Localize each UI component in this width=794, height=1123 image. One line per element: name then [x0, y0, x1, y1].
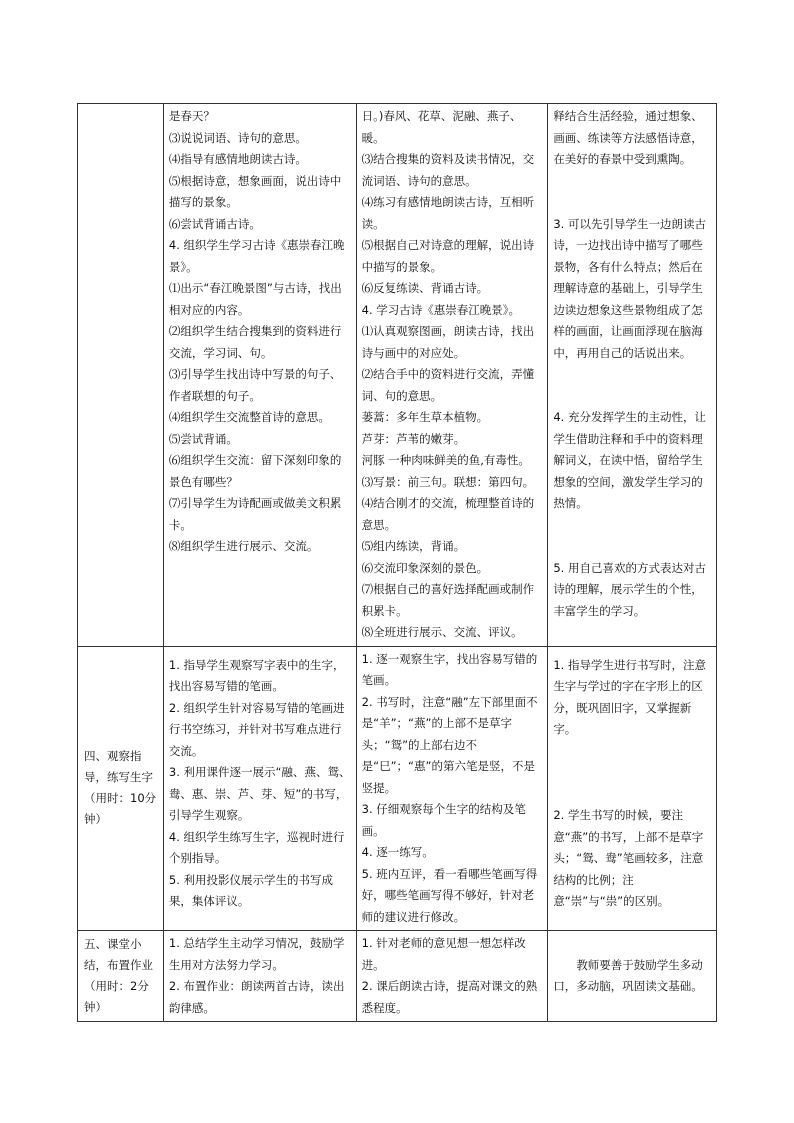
- stage-cell: [78, 104, 164, 647]
- teacher-item: ⑷组织学生交流整首诗的意思。: [168, 410, 330, 424]
- student-item: 3. 仔细观察每个生字的结构及笔画。: [361, 802, 526, 838]
- intent-item: 教师要善于鼓励学生多动口，多动脑，巩固读文基础。: [553, 957, 703, 993]
- teacher-item: 2. 布置作业：朗读两首古诗，读出韵律感。: [168, 979, 345, 1015]
- intent-item: 4. 充分发挥学生的主动性，让学生借助注释和手中的资料理解词义，在读中悟，留给学生想象的空间，激发学生学习的热情。: [553, 410, 706, 510]
- teacher-item: ⑸根据诗意，想象画面，说出诗中描写的景象。: [168, 173, 342, 209]
- student-item: ⑵结合手中的资料进行交流，弄懂词、句的意思。: [361, 367, 535, 403]
- spacer: [553, 171, 711, 193]
- spacer: [553, 784, 711, 806]
- student-activity-cell: [356, 931, 548, 1022]
- student-item: 2. 课后朗读古诗，提高对课文的熟悉程度。: [361, 979, 538, 1015]
- student-item: ⑴认真观察图画，朗读古诗，找出诗与画中的对应处。: [361, 324, 535, 360]
- intent-item: 1. 指导学生进行书写时，注意生字与学过的字在字形上的区分，既巩固旧字，又掌握新字。: [553, 657, 706, 736]
- intent-item: 3. 可以先引导学生一边朗读古诗，一边找出诗中描写了哪些景物，各有什么特点；然后在理解诗意的基础上，引导学生边读边想象这些景物组成了怎样的画面，让画面浮现在脑海中，再用自己的话说出来。: [553, 216, 706, 360]
- student-item: 蒌蒿：多年生草本植物。: [361, 410, 489, 424]
- spacer: [553, 762, 711, 784]
- teacher-activity-cell: [163, 104, 356, 647]
- teacher-item: ⑻组织学生进行展示、交流。: [168, 539, 319, 553]
- table-row: [78, 646, 717, 931]
- teacher-item: 1. 总结学生主动学习情况，鼓励学生用对方法努力学习。: [168, 936, 345, 972]
- student-item: 1. 针对老师的意见想一想怎样改进。: [361, 936, 526, 972]
- stage-cell: 五、课堂小结，布置作业（用时：2分钟）: [78, 931, 164, 1022]
- spacer: [553, 741, 711, 763]
- spacer: [553, 515, 711, 537]
- student-item: 4. 逐一练写。: [361, 845, 434, 859]
- intent-item: 2. 学生书写的时候，要注意“燕”的书写，上部不是草字头；“鸳、鸯”笔画较多，注意结构的比例；注意“崇”与“祟”的区别。: [553, 808, 704, 908]
- spacer: [553, 386, 711, 408]
- student-item: 5. 班内互评，看一看哪些笔画写得好，哪些笔画写得不够好，针对老师的建议进行修改。: [361, 866, 538, 924]
- student-item: ⑶结合搜集的资料及读书情况，交流词语、诗句的意思。: [361, 152, 535, 188]
- intent-item: 释结合生活经验，通过想象、画画、练读等方法感悟诗意，在美好的春景中受到熏陶。: [553, 109, 703, 166]
- student-item: 河豚 一种肉味鲜美的鱼,有毒性。: [361, 453, 530, 467]
- spacer: [553, 536, 711, 558]
- teacher-item: ⑶引导学生找出诗中写景的句子、作者联想的句子。: [168, 367, 342, 403]
- teacher-item: 1. 指导学生观察写字表中的生字，找出容易写错的笔画。: [168, 657, 345, 693]
- teacher-activity-cell: [163, 646, 356, 931]
- teacher-item: 4. 组织学生学习古诗《惠崇春江晚景》。: [168, 238, 345, 274]
- teacher-item: 4. 组织学生练写生字，巡视时进行个别指导。: [168, 829, 345, 865]
- intent-item: 5. 用自己喜欢的方式表达对古诗的理解，展示学生的个性，丰富学生的学习。: [553, 560, 706, 618]
- teacher-activity-cell: [163, 931, 356, 1022]
- teacher-item: 2. 组织学生针对容易写错的笔画进行书空练习，并针对书写难点进行交流。: [168, 700, 345, 758]
- teacher-item: ⑹尝试背诵古诗。: [168, 216, 261, 231]
- teacher-item: ⑹组织学生交流：留下深刻印象的景色有哪些？: [168, 453, 342, 489]
- spacer: [553, 364, 711, 386]
- student-item: ⑷结合刚才的交流，梳理整首诗的意思。: [361, 496, 535, 532]
- design-intent-cell: [548, 104, 717, 647]
- stage-cell: 四、观察指导，练写生字（用时：10分钟）: [78, 646, 164, 931]
- teacher-item: ⑺引导学生为诗配画或做美文积累卡。: [168, 496, 342, 532]
- student-item: 芦芽：芦苇的嫩芽。: [361, 431, 466, 446]
- teacher-item: 3. 利用课件逐一展示“融、燕、鸳、鸯、惠、崇、芦、芽、短”的书写，引导学生观察。: [168, 765, 351, 822]
- student-item: 4. 学习古诗《惠崇春江晚景》。: [361, 302, 521, 317]
- teacher-item: ⑴出示“春江晚景图”与古诗，找出相对应的内容。: [168, 281, 342, 317]
- lesson-plan-table: [77, 103, 717, 1022]
- student-activity-cell: [356, 104, 548, 647]
- student-item: ⑻全班进行展示、交流、评议。: [361, 625, 523, 639]
- teacher-item: ⑷指导有感情地朗读古诗。: [168, 152, 307, 166]
- spacer: [553, 192, 711, 214]
- student-item: 2. 书写时，注意“融”左下部里面不是“羊”；“燕”的上部不是草字头；“鸳”的上部右边不是“巳”；“惠”的第六笔是竖，不是竖提。: [361, 694, 538, 795]
- student-item: ⑸根据自己对诗意的理解，说出诗中描写的景象。: [361, 238, 535, 274]
- student-item: 1. 逐一观察生字，找出容易写错的笔画。: [361, 651, 538, 687]
- teacher-item: 5. 利用投影仪展示学生的书写成果，集体评议。: [168, 872, 334, 908]
- student-item: 日。)春风、花草、泥融、燕子、暖。: [361, 109, 522, 145]
- student-item: ⑷练习有感情地朗读古诗，互相听读。: [361, 195, 535, 231]
- student-item: ⑶写景：前三句。联想：第四句。: [361, 474, 535, 489]
- teacher-item: ⑸尝试背诵。: [168, 431, 238, 446]
- student-item: ⑸组内练读，背诵。: [361, 539, 466, 553]
- student-item: ⑹反复练读、背诵古诗。: [361, 281, 489, 295]
- design-intent-cell: [548, 646, 717, 931]
- student-item: ⑹交流印象深刻的景色。: [361, 560, 489, 575]
- student-activity-cell: [356, 646, 548, 931]
- teacher-item: 是春天？: [168, 109, 215, 123]
- teacher-item: ⑵组织学生结合搜集到的资料进行交流，学习词、句。: [168, 324, 342, 360]
- table-row: [78, 104, 717, 647]
- design-intent-cell: [548, 931, 717, 1022]
- table-row: [78, 931, 717, 1022]
- student-item: ⑺根据自己的喜好选择配画或制作积累卡。: [361, 582, 535, 618]
- teacher-item: ⑶说说词语、诗句的意思。: [168, 130, 307, 145]
